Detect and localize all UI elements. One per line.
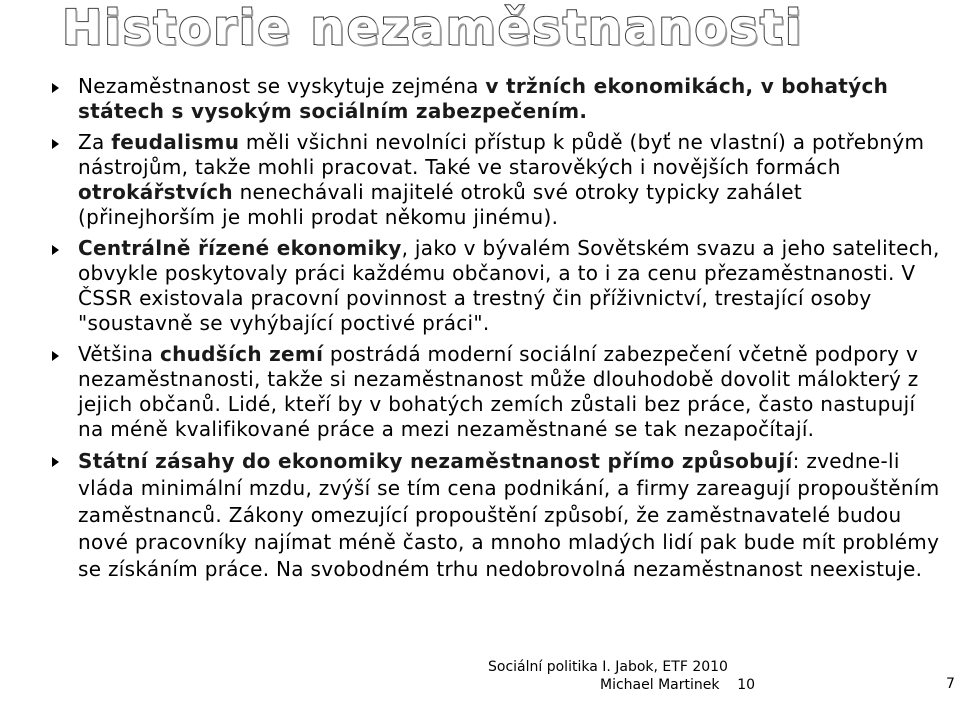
bullet-list: [52, 74, 942, 583]
slide-footer: [488, 658, 755, 694]
bullet-item-5: [52, 448, 942, 583]
arrow-bullet-icon: [52, 351, 59, 361]
arrow-bullet-icon: [52, 457, 59, 467]
bullet-text: Státní zásahy do ekonomiky nezaměstnanost přímo způsobují: zvedne-li vláda minimální mzdu, zvýší se tím cena podnikání, a firmy zareagují propouštěním zaměstnanců. Zákony omezující propouštění způsobí, že zaměstnavatelé budou nové pracovníky najímat méně často, a mnoho mladých lidí pak bude mít problémy se získáním práce. Na svobodném trhu nedobrovolná nezaměstnanost neexistuje.: [78, 449, 940, 581]
arrow-bullet-icon: [52, 83, 59, 93]
bullet-item-4: [52, 342, 942, 442]
bullet-text: Za feudalismu měli všichni nevolníci přístup k půdě (byť ne vlastní) a potřebným nástrojům, takže mohli pracovat. Také ve starověkých i novějších formách otrokářstvích nenechávali majitelé otroků své otroky typicky zahálet (přinejhorším je mohli prodat někomu jinému).: [78, 130, 925, 229]
arrow-bullet-icon: [52, 139, 59, 149]
bullet-item-2: [52, 130, 942, 230]
bullet-text: Nezaměstnanost se vyskytuje zejména v tržních ekonomikách, v bohatých státech s vysokým sociálním zabezpečením.: [78, 74, 889, 123]
bullet-item-1: [52, 74, 942, 124]
page-number: 7: [946, 676, 955, 692]
slide-title: Historie nezaměstnanosti: [62, 0, 804, 56]
bullet-text: Většina chudších zemí postrádá moderní sociální zabezpečení včetně podpory v nezaměstnanosti, takže si nezaměstnanost může dlouhodobě dovolit málokterý z jejich občanů. Lidé, kteří by v bohatých zemích zůstali bez práce, často nastupují na méně kvalifikované práce a mezi nezaměstnané se tak nezapočítají.: [78, 342, 919, 441]
bullet-text: Centrálně řízené ekonomiky, jako v bývalém Sovětském svazu a jeho satelitech, obvykle poskytovaly práci každému občanovi, a to i za cenu přezaměstnanosti. V ČSSR existovala pracovní povinnost a trestný čin příživnictví, trestající osoby "soustavně se vyhýbající poctivé práci".: [78, 236, 940, 335]
footer-author-line: Michael Martinek 10: [600, 677, 756, 693]
bullet-item-3: [52, 236, 942, 336]
footer-course-line: Sociální politika I. Jabok, ETF 2010: [488, 659, 728, 675]
arrow-bullet-icon: [52, 245, 59, 255]
